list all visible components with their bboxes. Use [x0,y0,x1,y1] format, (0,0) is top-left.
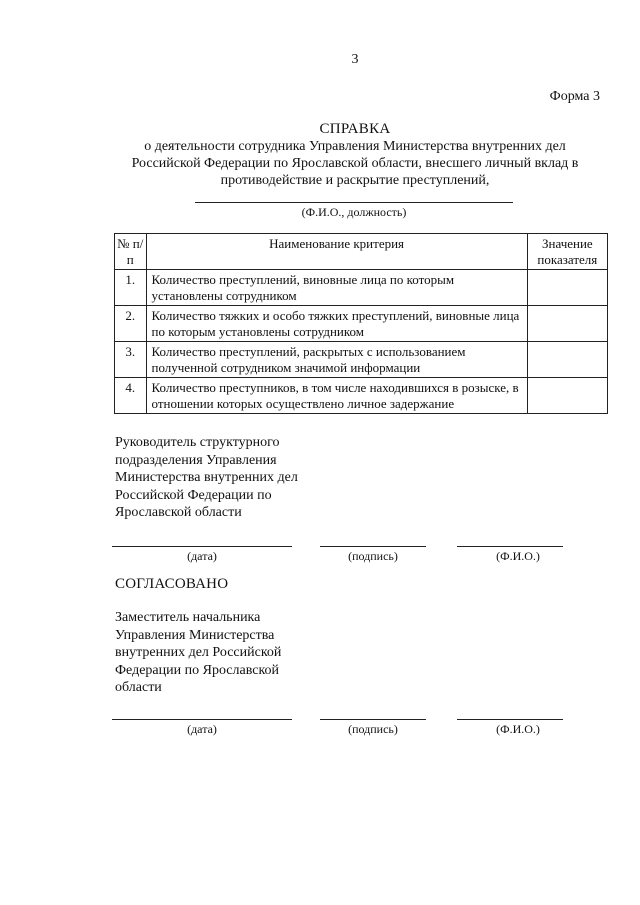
table-row [115,270,608,306]
table-row [115,378,608,414]
row-num: 2. [115,306,147,342]
document-title: СПРАВКА [319,121,391,137]
table-header-row [115,234,608,270]
row-value [527,306,607,342]
table-row [115,342,608,378]
head-sign-caption: (подпись) [348,549,398,563]
table-row [115,306,608,342]
head-signatory-title: Руководитель структурного подразделения Управления Министерства внутренних дел Российской Федерации по Ярославской области [115,435,298,520]
row-criterion: Количество преступлений, виновные лица по которым установлены сотрудником [146,270,527,306]
head-fio-caption: (Ф.И.О.) [496,549,540,563]
head-date-line [112,546,292,547]
header-num: № п/п [115,234,147,270]
row-value [527,378,607,414]
row-num: 1. [115,270,147,306]
head-date-caption: (дата) [187,549,217,563]
criteria-table [114,233,608,414]
head-sign-line [320,546,426,547]
fio-caption: (Ф.И.О., должность) [301,205,407,219]
header-name: Наименование критерия [146,234,527,270]
document-subtitle: о деятельности сотрудника Управления Министерства внутренних дел Российской Федерации по Ярославской области, внесшего личный вклад в противодействие и раскрытие преступлений, [131,139,579,188]
approved-label: СОГЛАСОВАНО [115,576,229,592]
deputy-date-line [112,719,292,720]
deputy-sign-line [320,719,426,720]
page-number: 3 [351,52,359,67]
form-label: Форма 3 [549,89,600,104]
row-num: 3. [115,342,147,378]
fio-blank-line [195,202,513,203]
head-fio-line [457,546,563,547]
row-criterion: Количество тяжких и особо тяжких преступлений, виновные лица по которым установлены сотрудником [146,306,527,342]
row-value [527,342,607,378]
deputy-fio-line [457,719,563,720]
row-value [527,270,607,306]
row-criterion: Количество преступников, в том числе находившихся в розыске, в отношении которых осуществлено личное задержание [146,378,527,414]
row-num: 4. [115,378,147,414]
row-criterion: Количество преступлений, раскрытых с использованием полученной сотрудником значимой информации [146,342,527,378]
deputy-fio-caption: (Ф.И.О.) [496,722,540,736]
header-value: Значение показателя [527,234,607,270]
deputy-sign-caption: (подпись) [348,722,398,736]
deputy-date-caption: (дата) [187,722,217,736]
deputy-signatory-title: Заместитель начальника Управления Министерства внутренних дел Российской Федерации по Ярославской области [115,610,282,695]
